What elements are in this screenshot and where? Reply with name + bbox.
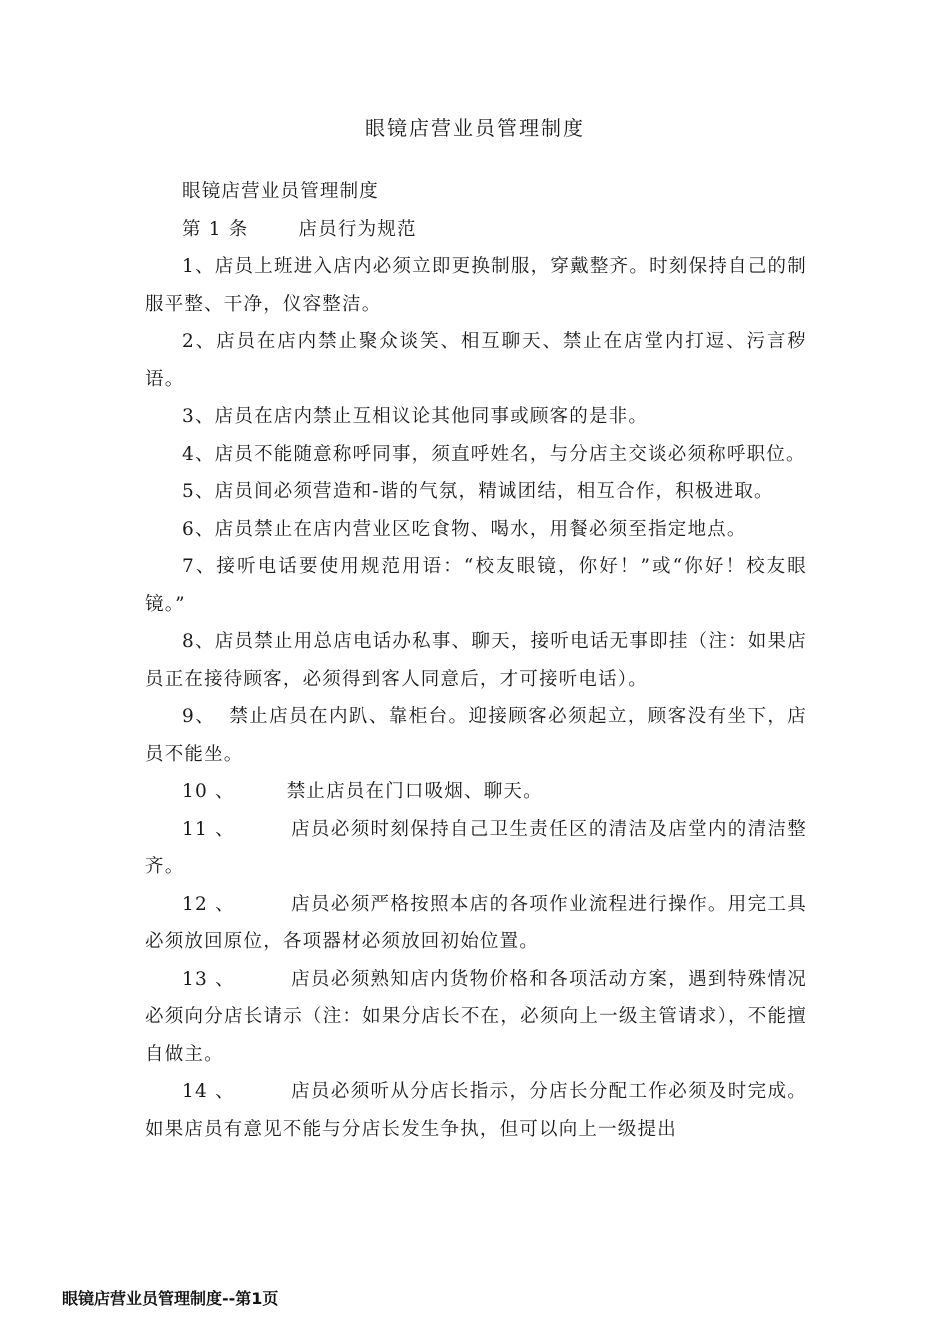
rule-text: 店员必须时刻保持自己卫生责任区的清洁及店堂内的清洁整齐。 <box>145 818 807 877</box>
rule-number: 11 、 <box>182 818 236 840</box>
rule-text: 禁止店员在内趴、靠柜台。迎接顾客必须起立，顾客没有坐下，店员不能坐。 <box>145 706 807 765</box>
paragraph-rule-2: 2、店员在店内禁止聚众谈笑、相互聊天、禁止在店堂内打逗、污言秽语。 <box>145 331 807 390</box>
paragraph-rule-12 <box>145 886 807 961</box>
paragraph-rule-6: 6、店员禁止在店内营业区吃食物、喝水，用餐必须至指定地点。 <box>182 518 747 540</box>
paragraph-rule-14 <box>145 1073 807 1148</box>
document-body <box>145 173 807 1148</box>
rule-text: 店员必须严格按照本店的各项作业流程进行操作。用完工具必须放回原位，各项器材必须放回初始位置。 <box>145 893 807 952</box>
paragraph-section-heading <box>145 211 807 249</box>
paragraph-rule-5: 5、店员间必须营造和-谐的气氛，精诚团结，相互合作，积极进取。 <box>182 481 774 502</box>
rule-number: 14 、 <box>182 1081 236 1102</box>
paragraph-rule-9 <box>145 698 807 773</box>
paragraph-rule-3: 3、店员在店内禁止互相议论其他同事或顾客的是非。 <box>182 406 649 427</box>
document-title: 眼镜店营业员管理制度 <box>365 116 585 140</box>
paragraph-rule-7: 7、接听电话要使用规范用语：“校友眼镜，你好！”或“你好！校友眼镜。” <box>145 556 807 615</box>
rule-number: 12 、 <box>182 893 236 915</box>
rule-text: 店员必须熟知店内货物价格和各项活动方案，遇到特殊情况必须向分店长请示（注：如果分店长不在，必须向上一级主管请求），不能擅自做主。 <box>145 968 807 1065</box>
rule-number: 13 、 <box>182 968 236 990</box>
rule-text: 禁止店员在门口吸烟、聊天。 <box>286 781 543 802</box>
rule-text: 店员必须听从分店长指示，分店长分配工作必须及时完成。如果店员有意见不能与分店长发生争执，但可以向上一级提出 <box>145 1081 807 1140</box>
paragraph-rule-1: 1、店员上班进入店内必须立即更换制服，穿戴整齐。时刻保持自己的制服平整、干净，仪容整洁。 <box>145 256 807 315</box>
rule-number: 9、 <box>182 706 216 727</box>
paragraph-rule-11 <box>145 811 807 886</box>
paragraph-subtitle <box>145 173 807 211</box>
paragraph-rule-13 <box>145 961 807 1074</box>
section-number: 第 1 条 <box>182 218 249 240</box>
rule-number: 10 、 <box>182 781 235 802</box>
paragraph-rule-4: 4、店员不能随意称呼同事，须直呼姓名，与分店主交谈必须称呼职位。 <box>182 443 806 465</box>
paragraph-rule-10 <box>145 773 807 811</box>
page-footer: 眼镜店营业员管理制度--第1页 <box>62 1289 279 1308</box>
paragraph-rule-8: 8、店员禁止用总店电话办私事、聊天，接听电话无事即挂（注：如果店员正在接待顾客，必须得到客人同意后，才可接听电话）。 <box>145 631 807 690</box>
section-title: 店员行为规范 <box>298 218 417 240</box>
paragraph-lead: 眼镜店营业员管理制度 <box>182 181 380 202</box>
